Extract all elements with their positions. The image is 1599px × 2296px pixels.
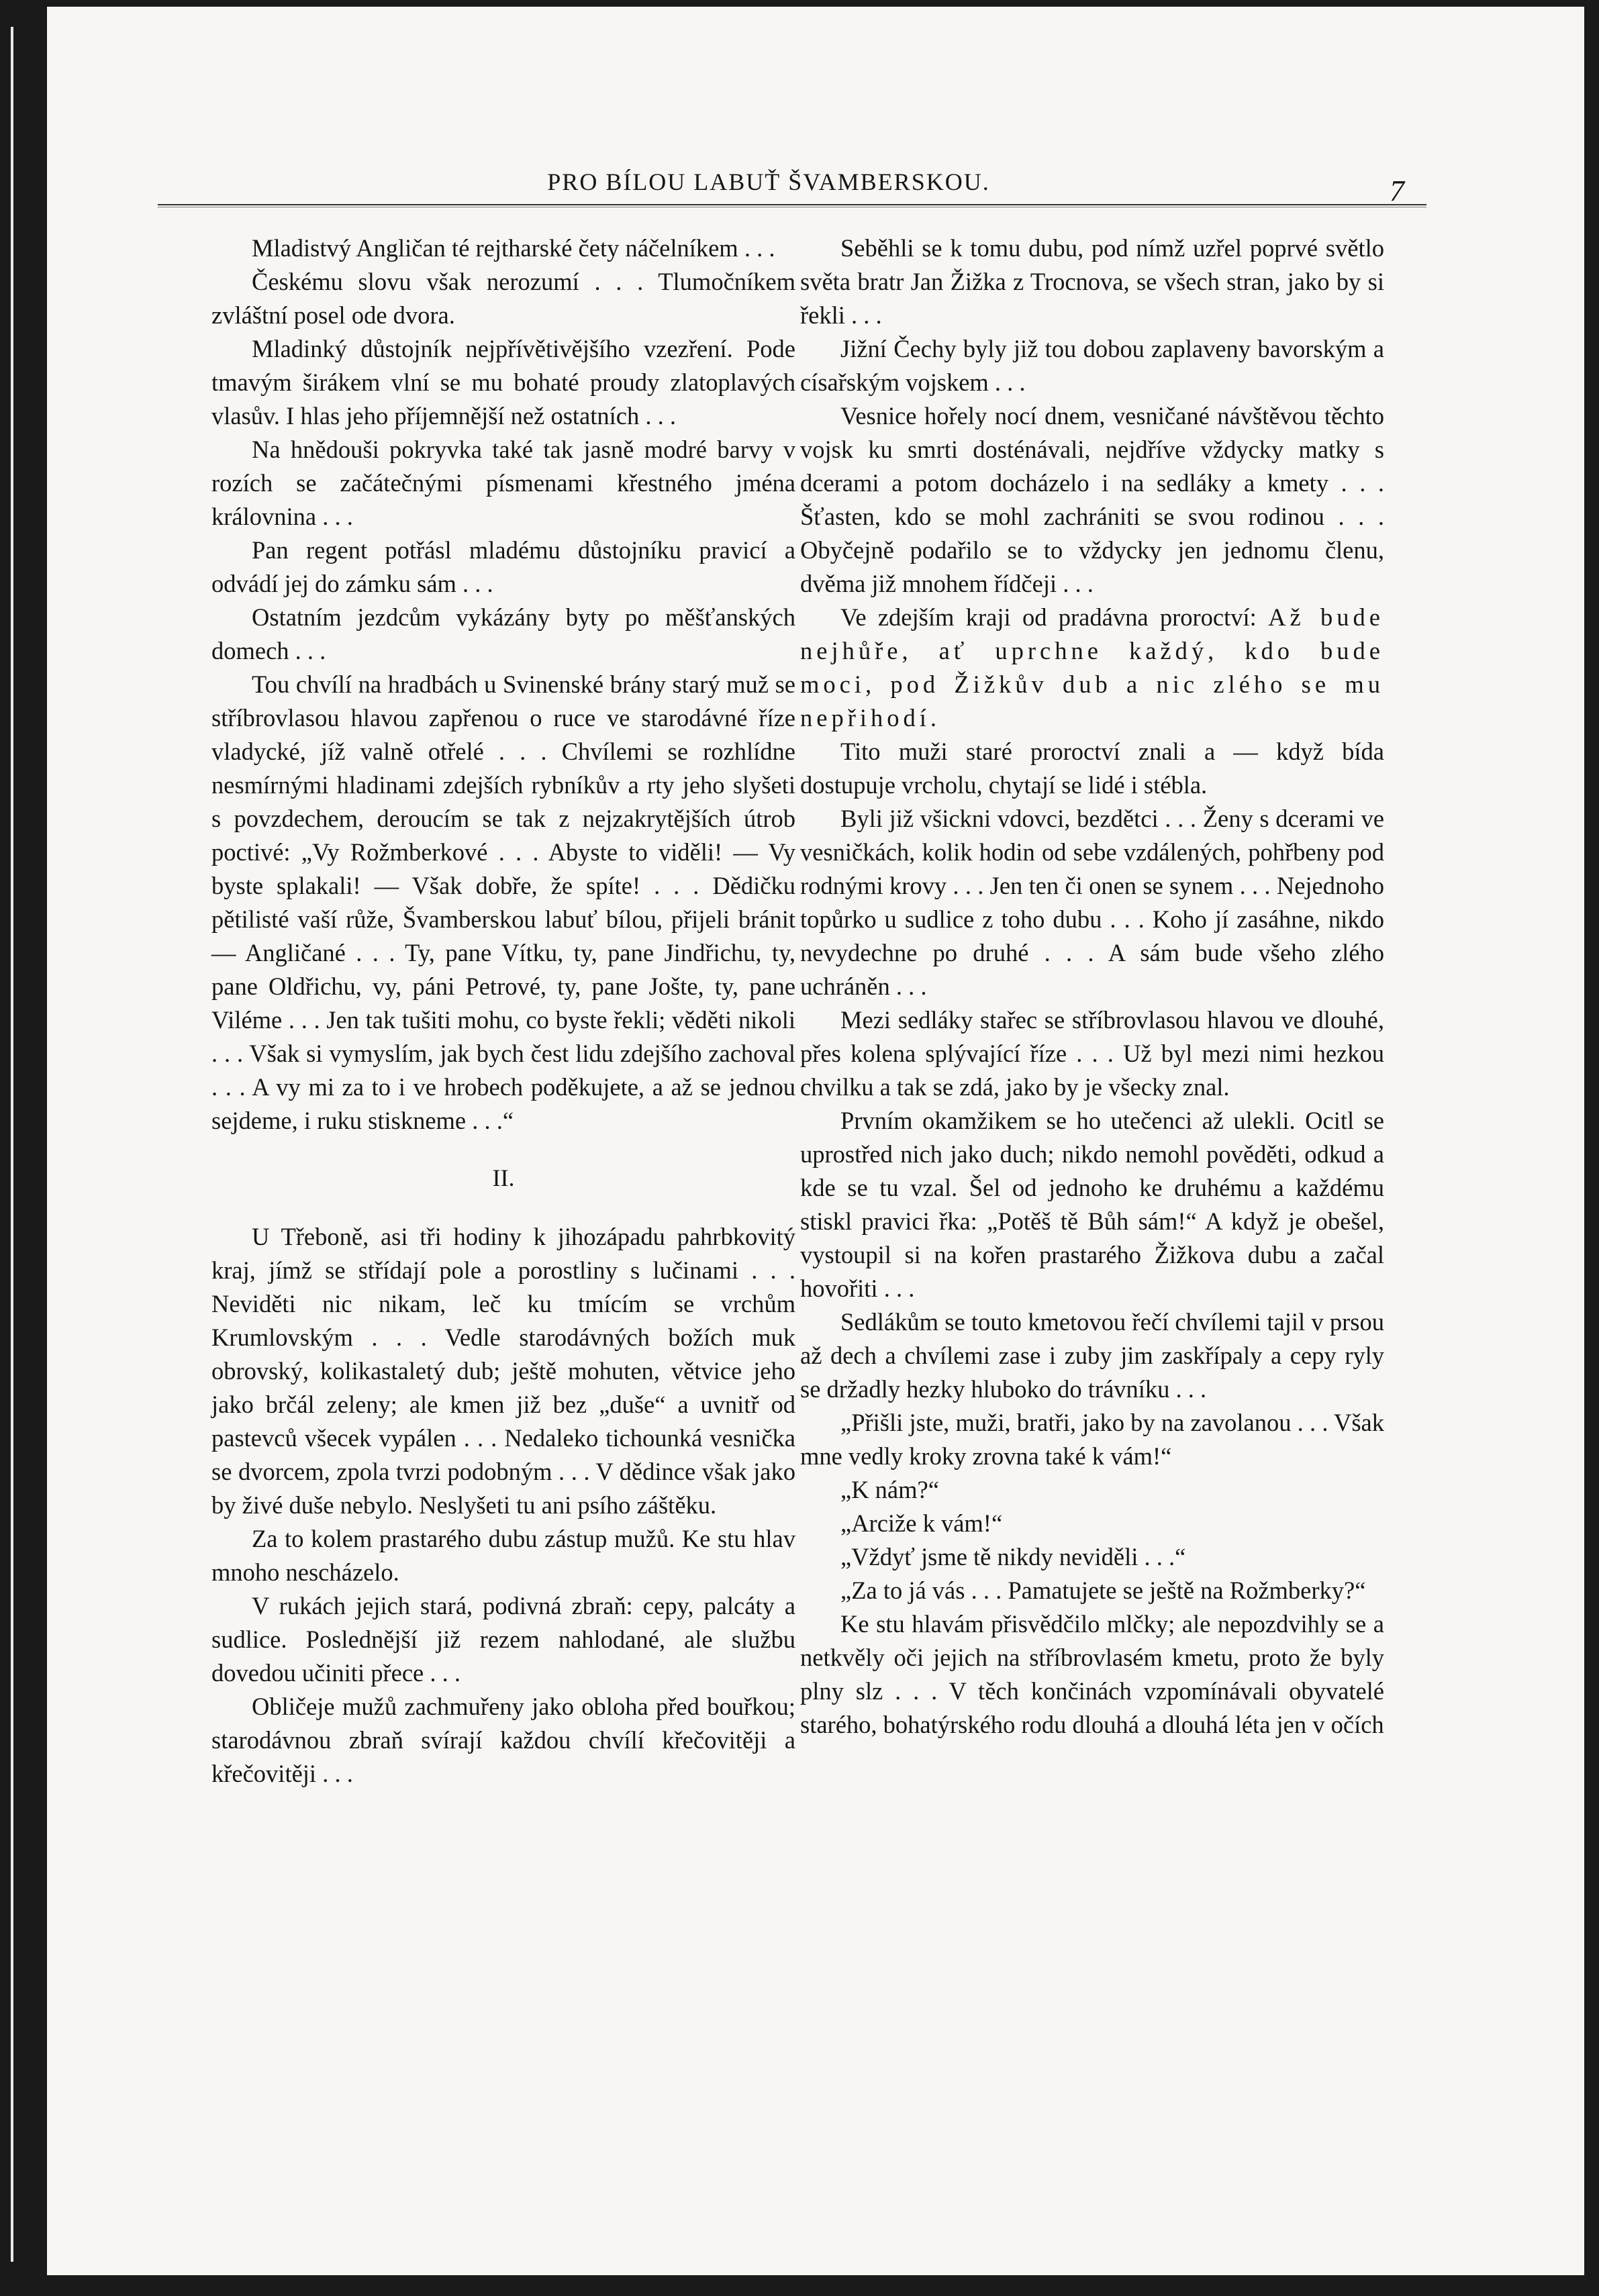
paragraph: Tito muži staré proroctví znali a — když bída dostupuje vrcholu, chytají se lidé i stébla. [800, 738, 1384, 799]
paragraph: Mladistvý Angličan té rejtharské čety náčelníkem . . . [252, 234, 775, 262]
paragraph: Sedlákům se touto kmetovou řečí chvílemi tajil v prsou až dech a chvílemi zase i zuby jim zaskřípaly a cepy ryly se držadly hezky hluboko do trávníku . . . [800, 1308, 1384, 1403]
paragraph: Obličeje mužů zachmuřeny jako obloha před bouřkou; starodávnou zbraň svírají každou chvílí křečovitěji a křečovitěji . . . [211, 1693, 795, 1787]
paragraph: Vesnice hořely nocí dnem, vesničané návštěvou těchto vojsk ku smrti dosténávali, nejdříve vždycky matky s dcerami a potom docházelo i na sedláky a kmety . . . Šťasten, kdo se mohl zachrániti se svou rodinou . . . Obyčejně podařilo se to vždycky jen jednomu členu, dvěma již mnohem řídčeji . . . [800, 402, 1384, 597]
book-page [47, 7, 1584, 2275]
paragraph: Mezi sedláky stařec se stříbrovlasou hlavou ve dlouhé, přes kolena splývající říze . . . Už byl mezi nimi hezkou chvilku a tak se zdá, jako by je všecky znal. [800, 1006, 1384, 1101]
scan-edge-mark [11, 27, 13, 2262]
paragraph: Ke stu hlavám přisvědčilo mlčky; ale nepozdvihly se a netkvěly oči jejich na stříbrovlasém kmetu, proto že byly plny slz . . . V těch končinách vzpomínávali obyvatelé starého, bohatýrského rodu dlouhá a dlouhá léta jen v očích [800, 1610, 1384, 1738]
paragraph: Českému slovu však nerozumí . . . Tlumočníkem zvláštní posel ode dvora. [211, 268, 795, 329]
prophecy-paragraph [800, 601, 1384, 735]
dialogue-line: „Arciže k vám!“ [840, 1509, 1003, 1537]
page-number: 7 [1390, 174, 1404, 207]
paragraph: Ostatním jezdcům vykázány byty po měšťanských domech . . . [211, 603, 795, 664]
prophecy-spaced-text: Až bude nejhůře, ať uprchne každý, kdo bude moci, pod Žižkův dub a nic zlého se mu nepřihodí. [800, 603, 1385, 732]
running-header-title: PRO BÍLOU LABUŤ ŠVAMBERSKOU. [547, 168, 990, 195]
dialogue-line: „Přišli jste, muži, bratři, jako by na zavolanou . . . Však mne vedly kroky zrovna také k vám!“ [800, 1409, 1384, 1470]
paragraph: Za to kolem prastarého dubu zástup mužů. Ke stu hlav mnoho nescházelo. [211, 1525, 795, 1586]
header-rule [158, 204, 1426, 207]
paragraph: Byli již všickni vdovci, bezdětci . . . Ženy s dcerami ve vesničkách, kolik hodin od sebe vzdálených, pohřbeny pod rodnými krovy . . . Jen ten či onen se synem . . . Nejednoho topůrko u sudlice z toho dubu . . . Koho jí zasáhne, nikdo nevydechne po druhé . . . A sám bude všeho zlého uchráněn . . . [800, 805, 1384, 1000]
paragraph: Seběhli se k tomu dubu, pod nímž uzřel poprvé světlo světa bratr Jan Žižka z Trocnova, se všech stran, jako by si řekli . . . [800, 234, 1384, 329]
paragraph: U Třeboně, asi tři hodiny k jihozápadu pahrbkovitý kraj, jímž se střídají pole a porostliny s lučinami . . . Neviděti nic nikam, leč ku tmícím se vrchům Krumlovským . . . Vedle starodávných božích muk obrovský, kolikastaletý dub; ještě mohuten, větvice jeho jako brčál zeleny; ale kmen již bez „duše“ a uvnitř od pastevců všecek vypálen . . . Nedaleko tichounká vesnička se dvorcem, zpola tvrzi podobným . . . V dědince však jako by živé duše nebylo. Neslyšeti tu ani psího záštěku. [211, 1223, 795, 1519]
paragraph: Jižní Čechy byly již tou dobou zaplaveny bavorským a císařským vojskem . . . [800, 335, 1384, 396]
paragraph: Tou chvílí na hradbách u Svinenské brány starý muž se stříbrovlasou hlavou zapřenou o ruce ve starodávné říze vladycké, jíž valně otřelé . . . Chvílemi se rozhlídne nesmírnými hladinami zdejších rybníkův a rty jeho slyšeti s povzdechem, deroucím se tak z nejzakrytějších útrob poctivé: „Vy Rožmberkové . . . Abyste to viděli! — Vy byste splakali! — Však dobře, že spíte! . . . Dědičku pětilisté vaší růže, Švamberskou labuť bílou, přijeli bránit — Angličané . . . Ty, pane Vítku, ty, pane Jindřichu, ty, pane Oldřichu, vy, páni Petrové, ty, pane Jošte, ty, pane Viléme . . . Jen tak tušiti mohu, co byste řekli; věděti nikoli . . . Však si vymyslím, jak bych čest lidu zdejšího zachoval . . . A vy mi za to i ve hrobech poděkujete, a až se jednou sejdeme, i ruku stiskneme . . .“ [211, 670, 795, 1134]
paragraph: Mladinký důstojník nejpřívětivějšího vzezření. Pode tmavým širákem vlní se mu bohaté proudy zlatoplavých vlasův. I hlas jeho příjemnější než ostatních . . . [211, 335, 795, 430]
section-heading: II. [492, 1164, 515, 1191]
dialogue-line: „Za to já vás . . . Pamatujete se ještě na Rožmberky?“ [840, 1577, 1366, 1604]
dialogue-line: „Vždyť jsme tě nikdy neviděli . . .“ [840, 1543, 1186, 1570]
paragraph: V rukách jejich stará, podivná zbraň: cepy, palcáty a sudlice. Poslednější již rezem nahlodané, ale službu dovedou učiniti přece . . . [211, 1592, 795, 1687]
paragraph: Pan regent potřásl mladému důstojníku pravicí a odvádí jej do zámku sám . . . [211, 536, 795, 597]
prophecy-lead: Ve zdejším kraji od pradávna proroctví: [840, 603, 1257, 631]
right-column [800, 232, 1384, 1742]
left-column [211, 232, 795, 1791]
paragraph: Prvním okamžikem se ho utečenci až ulekli. Ocitl se uprostřed nich jako duch; nikdo nemohl pověděti, odkud a kde se tu vzal. Šel od jednoho ke druhému a každému stiskl pravici řka: „Potěš tě Bůh sám!“ A když je obešel, vystoupil si na kořen prastarého Žižkova dubu a začal hovořiti . . . [800, 1107, 1384, 1302]
dialogue-line: „K nám?“ [840, 1476, 939, 1503]
paragraph: Na hnědouši pokryvka také tak jasně modré barvy v rozích se začátečnými písmenami křestného jména královnina . . . [211, 436, 795, 530]
